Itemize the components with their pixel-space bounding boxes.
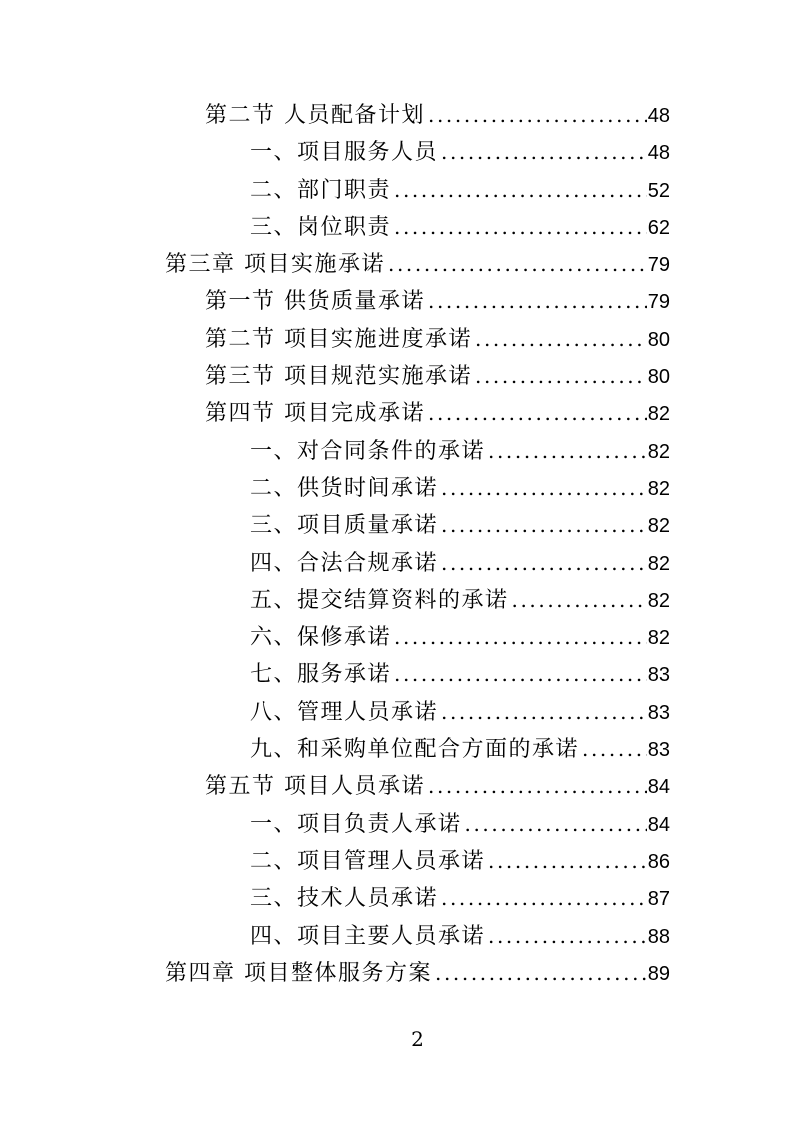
toc-entry-item[interactable] [165, 545, 670, 582]
toc-entry-title: 六、保修承诺 [250, 625, 392, 651]
toc-entry-page: 82 [647, 552, 670, 575]
toc-entry-item[interactable] [165, 507, 670, 544]
toc-leader-dots [394, 209, 647, 246]
toc-entry-page: 52 [647, 179, 670, 202]
toc-entry-item[interactable] [165, 172, 670, 209]
toc-entry-item[interactable] [165, 731, 670, 768]
toc-leader-dots [428, 395, 647, 432]
toc-entry-chapter[interactable] [165, 955, 670, 992]
toc-entry-title: 第五节 项目人员承诺 [205, 774, 425, 800]
toc-entry-page: 80 [647, 366, 670, 389]
toc-entry-page: 88 [647, 925, 670, 948]
toc-leader-dots [394, 619, 647, 656]
toc-entry-title: 第三节 项目规范实施承诺 [205, 364, 472, 390]
toc-entry-item[interactable] [165, 843, 670, 880]
toc-entry-page: 80 [647, 328, 670, 351]
toc-entry-page: 83 [647, 701, 670, 724]
toc-leader-dots [465, 806, 647, 843]
toc-entry-item[interactable] [165, 694, 670, 731]
toc-entry-page: 84 [647, 813, 670, 836]
toc-entry-title: 第二节 人员配备计划 [205, 103, 425, 128]
toc-entry-title: 八、管理人员承诺 [250, 699, 439, 725]
toc-entry-item[interactable] [165, 134, 670, 171]
toc-entry-title: 五、提交结算资料的承诺 [250, 587, 509, 613]
toc-entry-section[interactable] [165, 283, 670, 320]
toc-entry-page: 82 [647, 515, 670, 538]
toc-entry-item[interactable] [165, 470, 670, 507]
toc-entry-item[interactable] [165, 806, 670, 843]
toc-leader-dots [394, 172, 647, 209]
toc-entry-item[interactable] [165, 209, 670, 246]
toc-entry-page: 62 [647, 216, 670, 239]
table-of-contents [165, 97, 670, 992]
toc-entry-section[interactable] [165, 768, 670, 805]
toc-entry-page: 48 [647, 105, 670, 127]
toc-entry-title: 三、岗位职责 [250, 214, 392, 240]
toc-entry-section[interactable] [165, 395, 670, 432]
toc-leader-dots [441, 470, 647, 507]
toc-leader-dots [488, 918, 647, 955]
toc-entry-chapter[interactable] [165, 246, 670, 283]
page-footer [165, 1026, 670, 1052]
toc-entry-page: 84 [647, 776, 670, 799]
page-number: 2 [411, 1027, 424, 1051]
toc-entry-item[interactable] [165, 433, 670, 470]
toc-entry-title: 九、和采购单位配合方面的承诺 [250, 737, 580, 763]
toc-entry-page: 83 [647, 739, 670, 762]
toc-entry-title: 三、项目质量承诺 [250, 513, 439, 539]
toc-entry-title: 七、服务承诺 [250, 662, 392, 688]
toc-leader-dots [488, 843, 647, 880]
toc-entry-page: 83 [647, 664, 670, 687]
toc-entry-title: 三、技术人员承诺 [250, 886, 439, 912]
toc-entry-item[interactable] [165, 918, 670, 955]
toc-entry-page: 79 [647, 254, 670, 277]
toc-entry-item[interactable] [165, 656, 670, 693]
toc-entry-page: 48 [647, 142, 670, 165]
toc-entry-section[interactable] [165, 321, 670, 358]
toc-leader-dots [441, 507, 647, 544]
toc-entry-item[interactable] [165, 880, 670, 917]
toc-entry-title: 一、对合同条件的承诺 [250, 438, 486, 464]
toc-leader-dots [441, 880, 647, 917]
toc-entry-title: 二、部门职责 [250, 177, 392, 203]
toc-entry-page: 89 [647, 962, 670, 985]
toc-entry-page: 82 [647, 403, 670, 426]
toc-entry-item[interactable] [165, 619, 670, 656]
toc-entry-title: 第一节 供货质量承诺 [205, 289, 425, 315]
toc-leader-dots [582, 731, 647, 768]
toc-entry-title: 第三章 项目实施承诺 [165, 252, 385, 278]
toc-entry-page: 82 [647, 440, 670, 463]
toc-entry-page: 82 [647, 627, 670, 650]
toc-leader-dots [435, 955, 647, 992]
toc-entry-title: 第四节 项目完成承诺 [205, 401, 425, 427]
toc-leader-dots [441, 134, 647, 171]
toc-entry-title: 第二节 项目实施进度承诺 [205, 326, 472, 352]
toc-entry-item[interactable] [165, 582, 670, 619]
toc-leader-dots [428, 97, 647, 134]
toc-leader-dots [388, 246, 647, 283]
toc-entry-section[interactable] [165, 97, 670, 134]
toc-entry-title: 二、项目管理人员承诺 [250, 848, 486, 874]
toc-entry-title: 四、合法合规承诺 [250, 550, 439, 576]
toc-entry-title: 一、项目服务人员 [250, 140, 439, 166]
toc-leader-dots [488, 433, 647, 470]
toc-entry-page: 87 [647, 888, 670, 911]
toc-leader-dots [394, 656, 647, 693]
toc-entry-page: 82 [647, 477, 670, 500]
toc-leader-dots [428, 283, 647, 320]
toc-entry-page: 86 [647, 850, 670, 873]
toc-entry-page: 82 [647, 589, 670, 612]
toc-entry-title: 二、供货时间承诺 [250, 475, 439, 501]
toc-leader-dots [475, 358, 647, 395]
toc-leader-dots [441, 545, 647, 582]
toc-leader-dots [428, 768, 647, 805]
toc-leader-dots [475, 321, 647, 358]
toc-leader-dots [441, 694, 647, 731]
toc-entry-section[interactable] [165, 358, 670, 395]
toc-entry-page: 79 [647, 291, 670, 314]
toc-entry-title: 四、项目主要人员承诺 [250, 923, 486, 949]
toc-entry-title: 第四章 项目整体服务方案 [165, 960, 432, 986]
toc-entry-title: 一、项目负责人承诺 [250, 811, 462, 837]
toc-leader-dots [512, 582, 647, 619]
